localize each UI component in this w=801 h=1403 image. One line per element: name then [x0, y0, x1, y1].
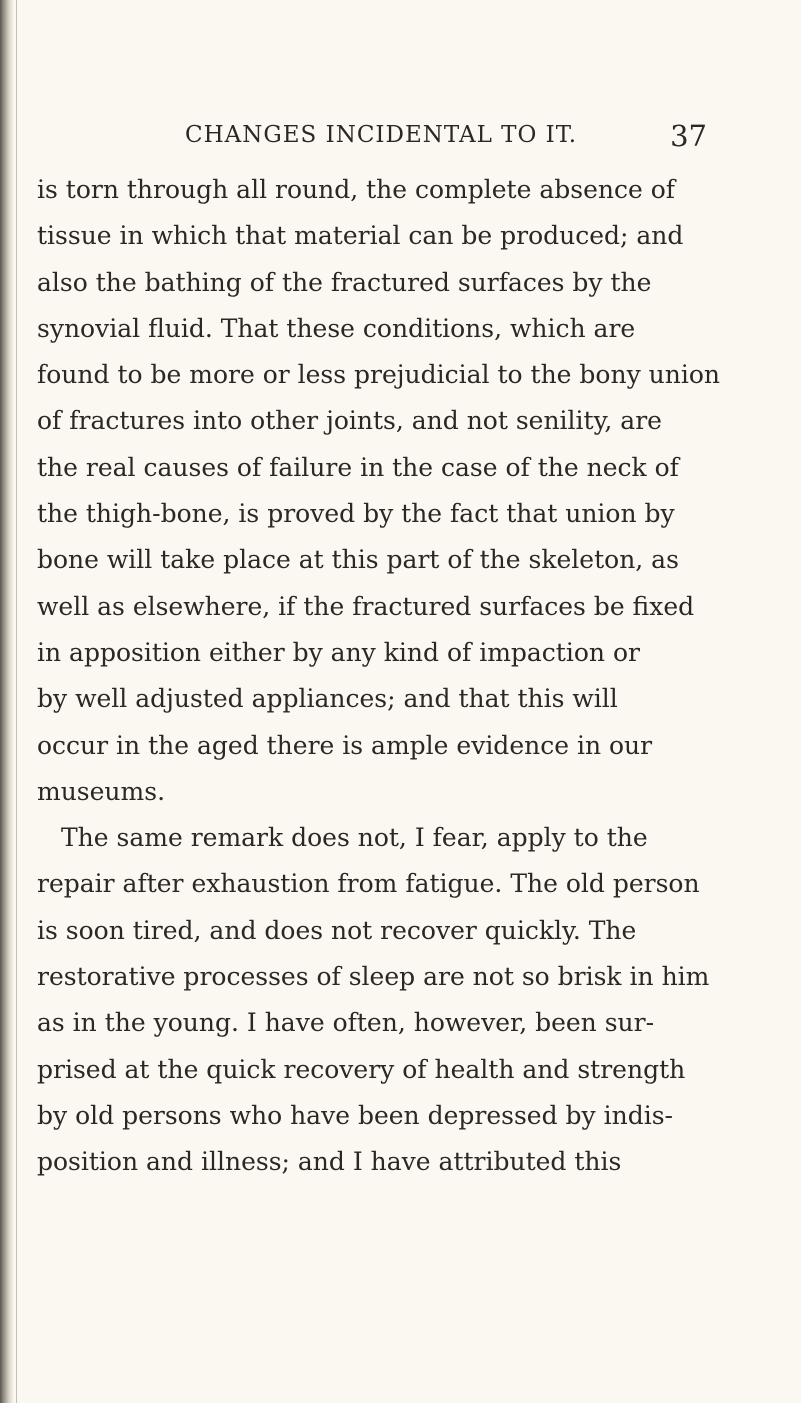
text-line: The same remark does not, I fear, apply to the	[61, 823, 648, 853]
text-line: restorative processes of sleep are not so brisk in him	[37, 962, 710, 992]
body-text	[37, 167, 723, 1186]
text-line: as in the young. I have often, however, been sur-	[37, 1008, 655, 1038]
binding-shadow	[0, 0, 14, 1403]
text-line: the real causes of failure in the case of the neck of	[37, 452, 679, 482]
text-line: is soon tired, and does not recover quickly. The	[37, 915, 637, 945]
text-line: by old persons who have been depressed by indis-	[37, 1100, 673, 1130]
text-line: occur in the aged there is ample evidence in our	[37, 730, 653, 760]
text-line: bone will take place at this part of the skeleton, as	[37, 545, 679, 575]
text-line: the thigh-bone, is proved by the fact that union by	[37, 499, 675, 529]
running-head: CHANGES INCIDENTAL TO IT.	[185, 122, 578, 148]
text-line: of fractures into other joints, and not senility, are	[37, 406, 662, 436]
text-line: in apposition either by any kind of impaction or	[37, 637, 640, 667]
text-line: position and illness; and I have attributed this	[37, 1147, 622, 1177]
text-line: also the bathing of the fractured surfaces by the	[37, 267, 652, 297]
text-line: tissue in which that material can be produced; and	[37, 221, 684, 251]
binding-line	[16, 0, 17, 1403]
text-line: well as elsewhere, if the fractured surfaces be fixed	[37, 591, 695, 621]
page-header	[185, 119, 707, 162]
text-line: by well adjusted appliances; and that this will	[37, 684, 618, 714]
text-line: synovial fluid. That these conditions, which are	[37, 313, 636, 343]
text-line: is torn through all round, the complete absence of	[37, 175, 676, 204]
page-number: 37	[670, 119, 707, 153]
text-line: museums.	[37, 776, 166, 806]
text-line: repair after exhaustion from fatigue. The old person	[37, 869, 700, 899]
text-line: found to be more or less prejudicial to the bony union	[37, 360, 720, 390]
text-line: prised at the quick recovery of health and strength	[37, 1054, 686, 1084]
